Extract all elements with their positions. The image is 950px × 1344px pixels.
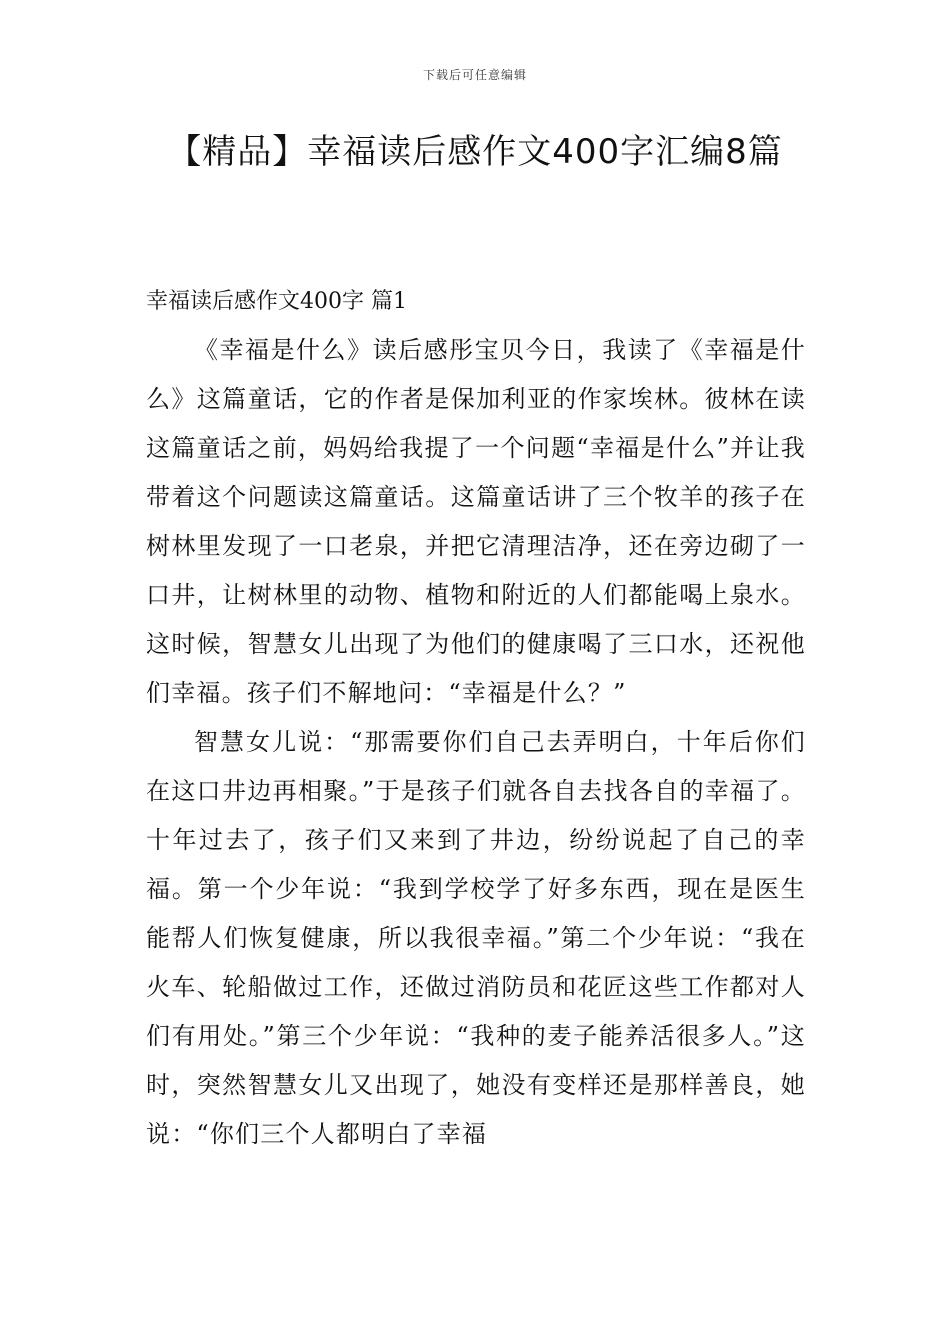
paragraph-2: 智慧女儿说：“那需要你们自己去弄明白，十年后你们在这口井边再相聚。”于是孩子们就各自去找各自的幸福了。十年过去了，孩子们又来到了井边，纷纷说起了自己的幸福。第一个少年说：“我到学校学了好多东西，现在是医生能帮人们恢复健康，所以我很幸福。”第二个少年说：“我在火车、轮船做过工作，还做过消防员和花匠这些工作都对人们有用处。”第三个少年说：“我种的麦子能养活很多人。”这时，突然智慧女儿又出现了，她没有变样还是那样善良，她说：“你们三个人都明白了幸福 [146,728,806,1148]
section-heading: 幸福读后感作文400字 篇1 [146,289,407,314]
document-title: 【精品】幸福读后感作文400字汇编8篇 [167,132,783,172]
header-note: 下载后可任意编辑 [422,68,527,82]
paragraph-1: 《幸福是什么》读后感彤宝贝今日，我读了《幸福是什么》这篇童话，它的作者是保加利亚的作家埃林。彼林在读这篇童话之前，妈妈给我提了一个问题“幸福是什么”并让我带着这个问题读这篇童话。这篇童话讲了三个牧羊的孩子在树林里发现了一口老泉，并把它清理洁净，还在旁边砌了一口井，让树林里的动物、植物和附近的人们都能喝上泉水。这时候，智慧女儿出现了为他们的健康喝了三口水，还祝他们幸福。孩子们不解地问：“幸福是什么？” [146,336,806,707]
body-text [146,326,806,1159]
